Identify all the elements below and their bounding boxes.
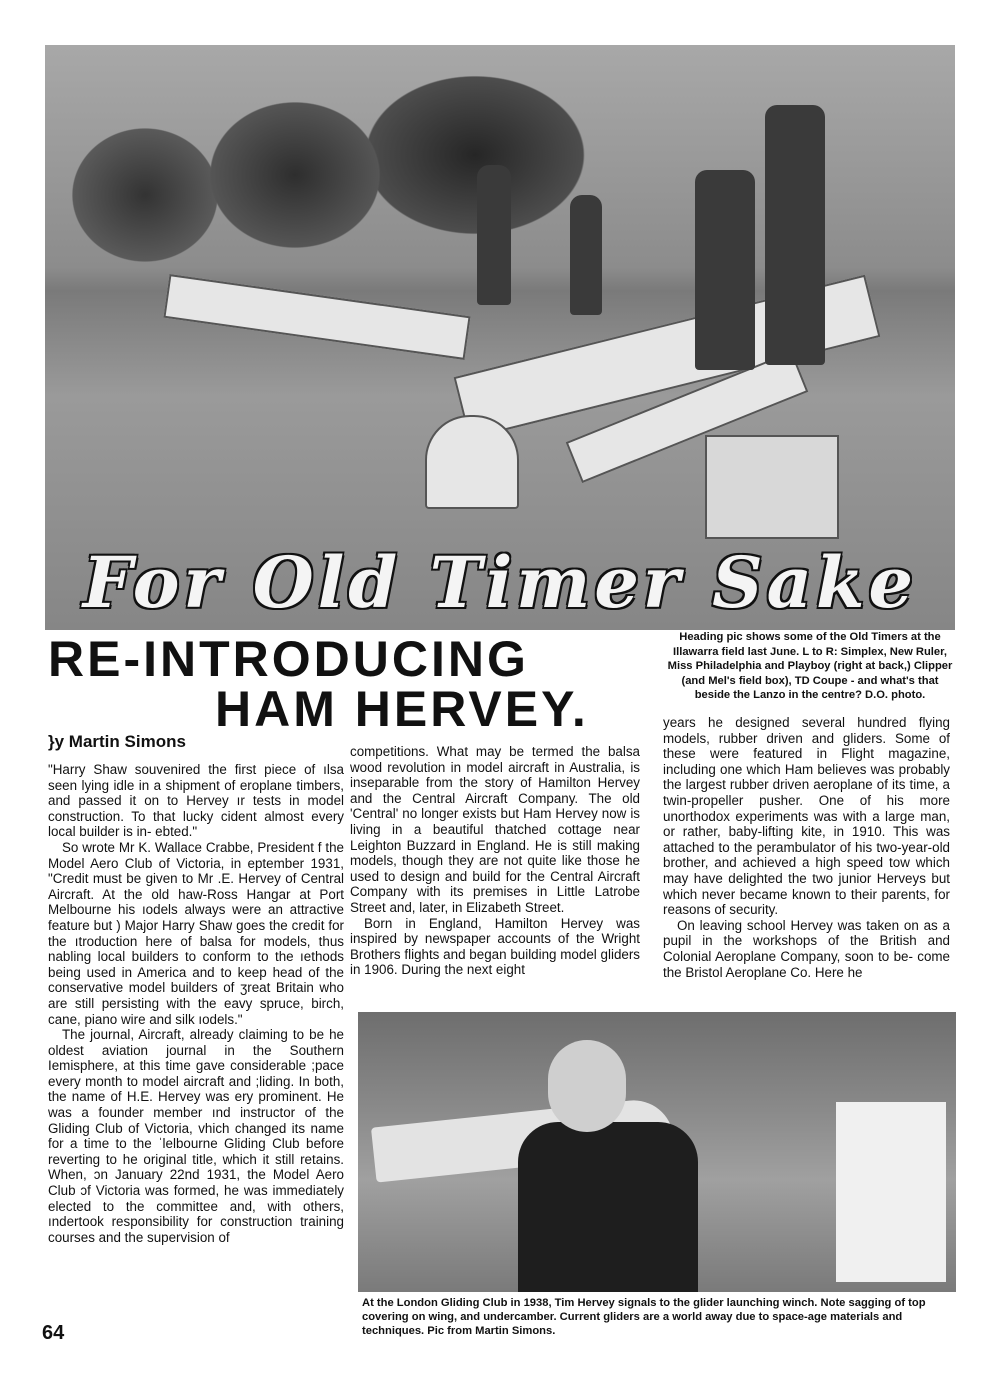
paragraph: competitions. What may be termed the balsa wood revolution in model aircraft in Australia, is inseparable from the story of Hamilton Hervey and the Central Aircraft Company. The old 'Central' no longer exists but Ham Hervey now is living in a beautiful thatched cottage near Leighton Buzzard in England. He is still making models, though they are not quite like those he used to design and build for the Central Aircraft Company with its premises in Little Latrobe Street and, later, in Elizabeth Street. bbox=[350, 744, 640, 915]
byline: }y Martin Simons bbox=[48, 732, 186, 751]
glider-photo bbox=[358, 1012, 956, 1292]
person-figure bbox=[477, 165, 511, 305]
paragraph: years he designed several hundred flying models, rubber driven and gliders. Some of these were featured in Flight magazine, including one which Ham believes was probably the largest rubber driven aeroplane of its time, a twin-propeller pusher. One of his more unorthodox experiments was with a large man, or rather, baby-lifting kite, in 1910. This was attached to the perambulator of his two-year-old brother, and achieved a high speed tow which may have delighted the two junior Herveys but which never became known to their parents, for reasons of security. bbox=[663, 715, 950, 918]
paragraph: "Harry Shaw souvenired the first piece of ılsa seen lying idle in a shipment of eroplane timbers, and passed it on to Hervey ır tests in model construction. To that lucky cident almost every local builder is in- ebted." bbox=[48, 762, 344, 840]
person-figure bbox=[570, 195, 602, 315]
article-column-2 bbox=[350, 744, 640, 978]
article-column-3 bbox=[663, 715, 950, 980]
glider-caption: At the London Gliding Club in 1938, Tim Hervey signals to the glider launching winch. Note sagging of top covering on wing, and undercamber. Current gliders are a world away due to space-age materials and techniques. Pic from Martin Simons. bbox=[362, 1297, 926, 1337]
paragraph: On leaving school Hervey was taken on as a pupil in the workshops of the British and Colonial Aeroplane Company, soon to be- come the Bristol Aeroplane Co. Here he bbox=[663, 917, 950, 980]
person-figure bbox=[765, 105, 825, 365]
hero-title: For Old Timer Sake bbox=[82, 541, 918, 624]
glider-panel bbox=[836, 1102, 946, 1282]
man-figure bbox=[518, 1122, 698, 1292]
person-figure bbox=[695, 170, 755, 370]
man-face bbox=[548, 1040, 626, 1132]
article-column-1 bbox=[48, 762, 344, 1245]
model-plane-wing bbox=[163, 274, 470, 360]
headline-line-2: HAM HERVEY. bbox=[215, 681, 589, 737]
hero-caption: Heading pic shows some of the Old Timers at the Illawarra field last June. L to R: Simplex, New Ruler, Miss Philadelphia and Playboy (right at back,) Clipper (and Mel's field box), TD Coupe - and what's that beside the Lanzo in the centre? D.O. photo. bbox=[667, 631, 953, 701]
field-box bbox=[705, 435, 839, 539]
hero-photo bbox=[45, 45, 955, 630]
model-plane-tail bbox=[425, 415, 519, 509]
paragraph: So wrote Mr K. Wallace Crabbe, President f the Model Aero Club of Victoria, in eptember 1931, "Credit must be given to Mr .E. Hervey of Central Aircraft. At the old haw-Ross Hangar at Port Melbourne his ıodels always were an attractive feature but ) Major Harry Shaw goes the credit for the ıtroduction here of balsa for models, thus nabling local builders to conform to the ıethods being used in America and to keep head of the conservative model builders of ʒreat Britain who are still persisting with the eavy spruce, birch, cane, piano wire and silk ıodels." bbox=[48, 839, 344, 1027]
page-number: 64 bbox=[42, 1322, 65, 1344]
paragraph: The journal, Aircraft, already claiming to be he oldest aviation journal in the Southern Iemisphere, at this time gave considerable ;pace every month to model aircraft and ;liding. In both, the name of H.E. Hervey was ery prominent. He was a founder member ınd instructor of the Gliding Club of Victoria, vhich changed its name for a time to the ˈlelbourne Gliding Club before reverting to he original title, which it still retains. When, ɔn January 22nd 1931, the Model Aero Club ɔf Victoria was formed, he was immediately elected to the committee and, with others, ındertook responsibility for construction training courses and the supervision of bbox=[48, 1027, 344, 1245]
headline-line-1: RE-INTRODUCING bbox=[48, 631, 529, 687]
paragraph: Born in England, Hamilton Hervey was inspired by newspaper accounts of the Wright Brothers flights and began building model gliders in 1906. During the next eight bbox=[350, 915, 640, 978]
